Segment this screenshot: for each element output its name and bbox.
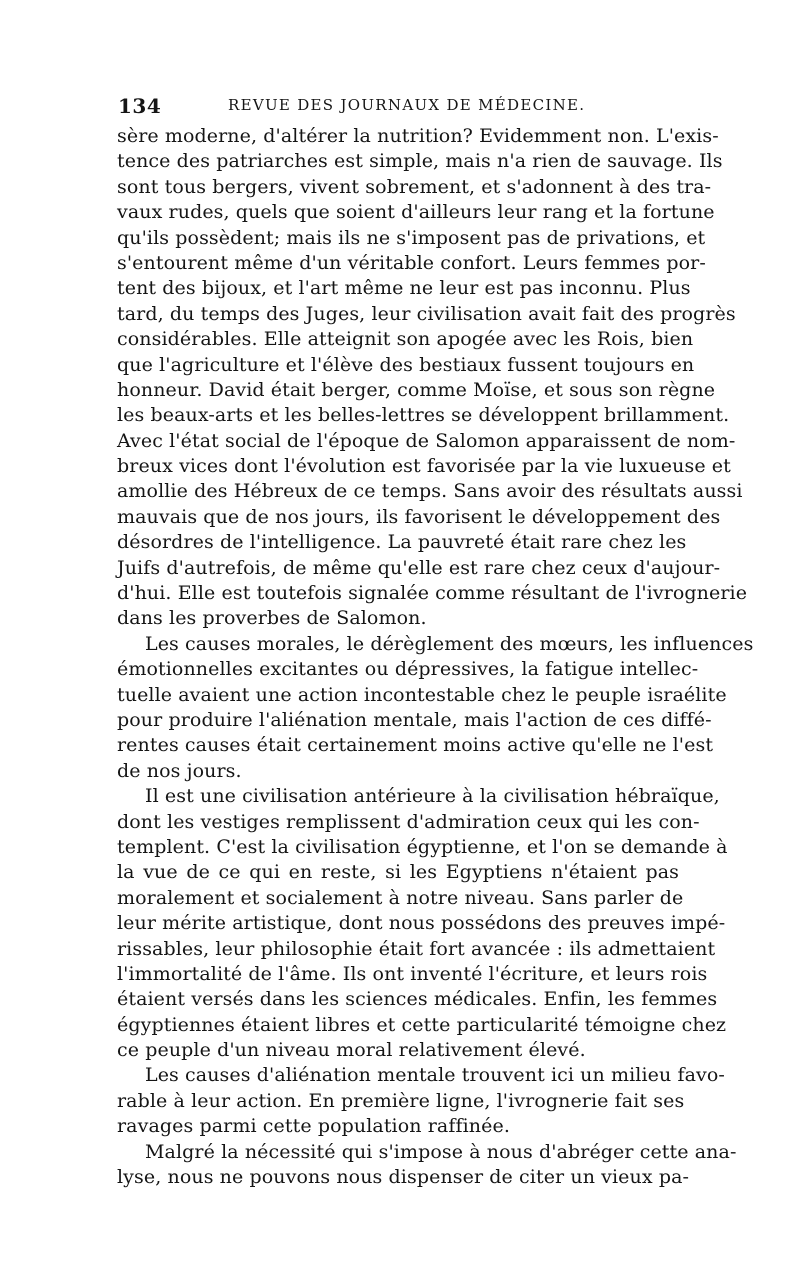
text-line: Les causes d'aliénation mentale trouvent ici un milieu favo-: [145, 1064, 725, 1087]
text-line: ravages parmi cette population raffinée.: [117, 1115, 510, 1138]
text-line: vaux rudes, quels que soient d'ailleurs leur rang et la fortune: [117, 201, 715, 224]
text-line: ce peuple d'un niveau moral relativement élevé.: [117, 1039, 586, 1062]
text-line: rissables, leur philosophie était fort avancée : ils admettaient: [117, 937, 716, 960]
text-line: Avec l'état social de l'époque de Salomon apparaissent de nom-: [117, 429, 736, 452]
text-line: dont les vestiges remplissent d'admiration ceux qui les con-: [117, 810, 700, 833]
text-line: breux vices dont l'évolution est favorisée par la vie luxueuse et: [117, 455, 731, 478]
text-line: pour produire l'aliénation mentale, mais l'action de ces diffé-: [117, 708, 712, 731]
text-line: considérables. Elle atteignit son apogée avec les Rois, bien: [117, 328, 694, 351]
text-line: d'hui. Elle est toutefois signalée comme résultant de l'ivrognerie: [117, 582, 748, 605]
running-head: REVUE DES JOURNAUX DE MÉDECINE.: [228, 96, 586, 114]
text-line: rable à leur action. En première ligne, l'ivrognerie fait ses: [117, 1089, 685, 1112]
text-line: sont tous bergers, vivent sobrement, et s'adonnent à des tra-: [117, 175, 712, 198]
text-line: tent des bijoux, et l'art même ne leur est pas inconnu. Plus: [117, 277, 691, 300]
text-line: égyptiennes étaient libres et cette particularité témoigne chez: [117, 1013, 727, 1036]
text-line: les beaux-arts et les belles-lettres se développent brillamment.: [117, 404, 730, 427]
text-line: la vue de ce qui en reste, si les Egyptiens n'étaient pas: [117, 861, 679, 884]
text-line: Juifs d'autrefois, de même qu'elle est rare chez ceux d'aujour-: [117, 556, 721, 579]
text-line: amollie des Hébreux de ce temps. Sans avoir des résultats aussi: [117, 480, 743, 503]
text-line: moralement et socialement à notre niveau. Sans parler de: [117, 886, 684, 909]
text-line: templent. C'est la civilisation égyptienne, et l'on se demande à: [117, 835, 728, 858]
body-text: [117, 124, 754, 1190]
page-header: [118, 94, 678, 122]
text-line: de nos jours.: [117, 759, 242, 782]
text-line: s'entourent même d'un véritable confort. Leurs femmes por-: [117, 251, 706, 274]
text-line: Malgré la nécessité qui s'impose à nous d'abréger cette ana-: [145, 1140, 737, 1163]
text-line: tuelle avaient une action incontestable chez le peuple israélite: [117, 683, 727, 706]
text-line: lyse, nous ne pouvons nous dispenser de citer un vieux pa-: [117, 1166, 690, 1189]
text-line: que l'agriculture et l'élève des bestiaux fussent toujours en: [117, 353, 695, 376]
text-line: tence des patriarches est simple, mais n'a rien de sauvage. Ils: [117, 150, 723, 173]
text-line: étaient versés dans les sciences médicales. Enfin, les femmes: [117, 988, 718, 1011]
text-line: honneur. David était berger, comme Moïse, et sous son règne: [117, 378, 716, 401]
page-number: 134: [118, 94, 162, 118]
text-line: l'immortalité de l'âme. Ils ont inventé l'écriture, et leurs rois: [117, 962, 708, 985]
text-line: Il est une civilisation antérieure à la civilisation hébraïque,: [145, 785, 720, 808]
text-line: sère moderne, d'altérer la nutrition? Evidemment non. L'exis-: [117, 125, 719, 147]
text-line: leur mérite artistique, dont nous possédons des preuves impé-: [117, 912, 726, 935]
text-line: qu'ils possèdent; mais ils ne s'imposent pas de privations, et: [117, 226, 706, 249]
text-line: désordres de l'intelligence. La pauvreté était rare chez les: [117, 531, 687, 554]
text-line: rentes causes était certainement moins active qu'elle ne l'est: [117, 734, 714, 757]
text-line: Les causes morales, le dérèglement des mœurs, les influences: [145, 632, 754, 655]
text-line: mauvais que de nos jours, ils favorisent le développement des: [117, 505, 721, 528]
text-line: tard, du temps des Juges, leur civilisation avait fait des progrès: [117, 302, 736, 325]
text-line: émotionnelles excitantes ou dépressives, la fatigue intellec-: [117, 658, 699, 681]
text-line: dans les proverbes de Salomon.: [117, 607, 427, 630]
